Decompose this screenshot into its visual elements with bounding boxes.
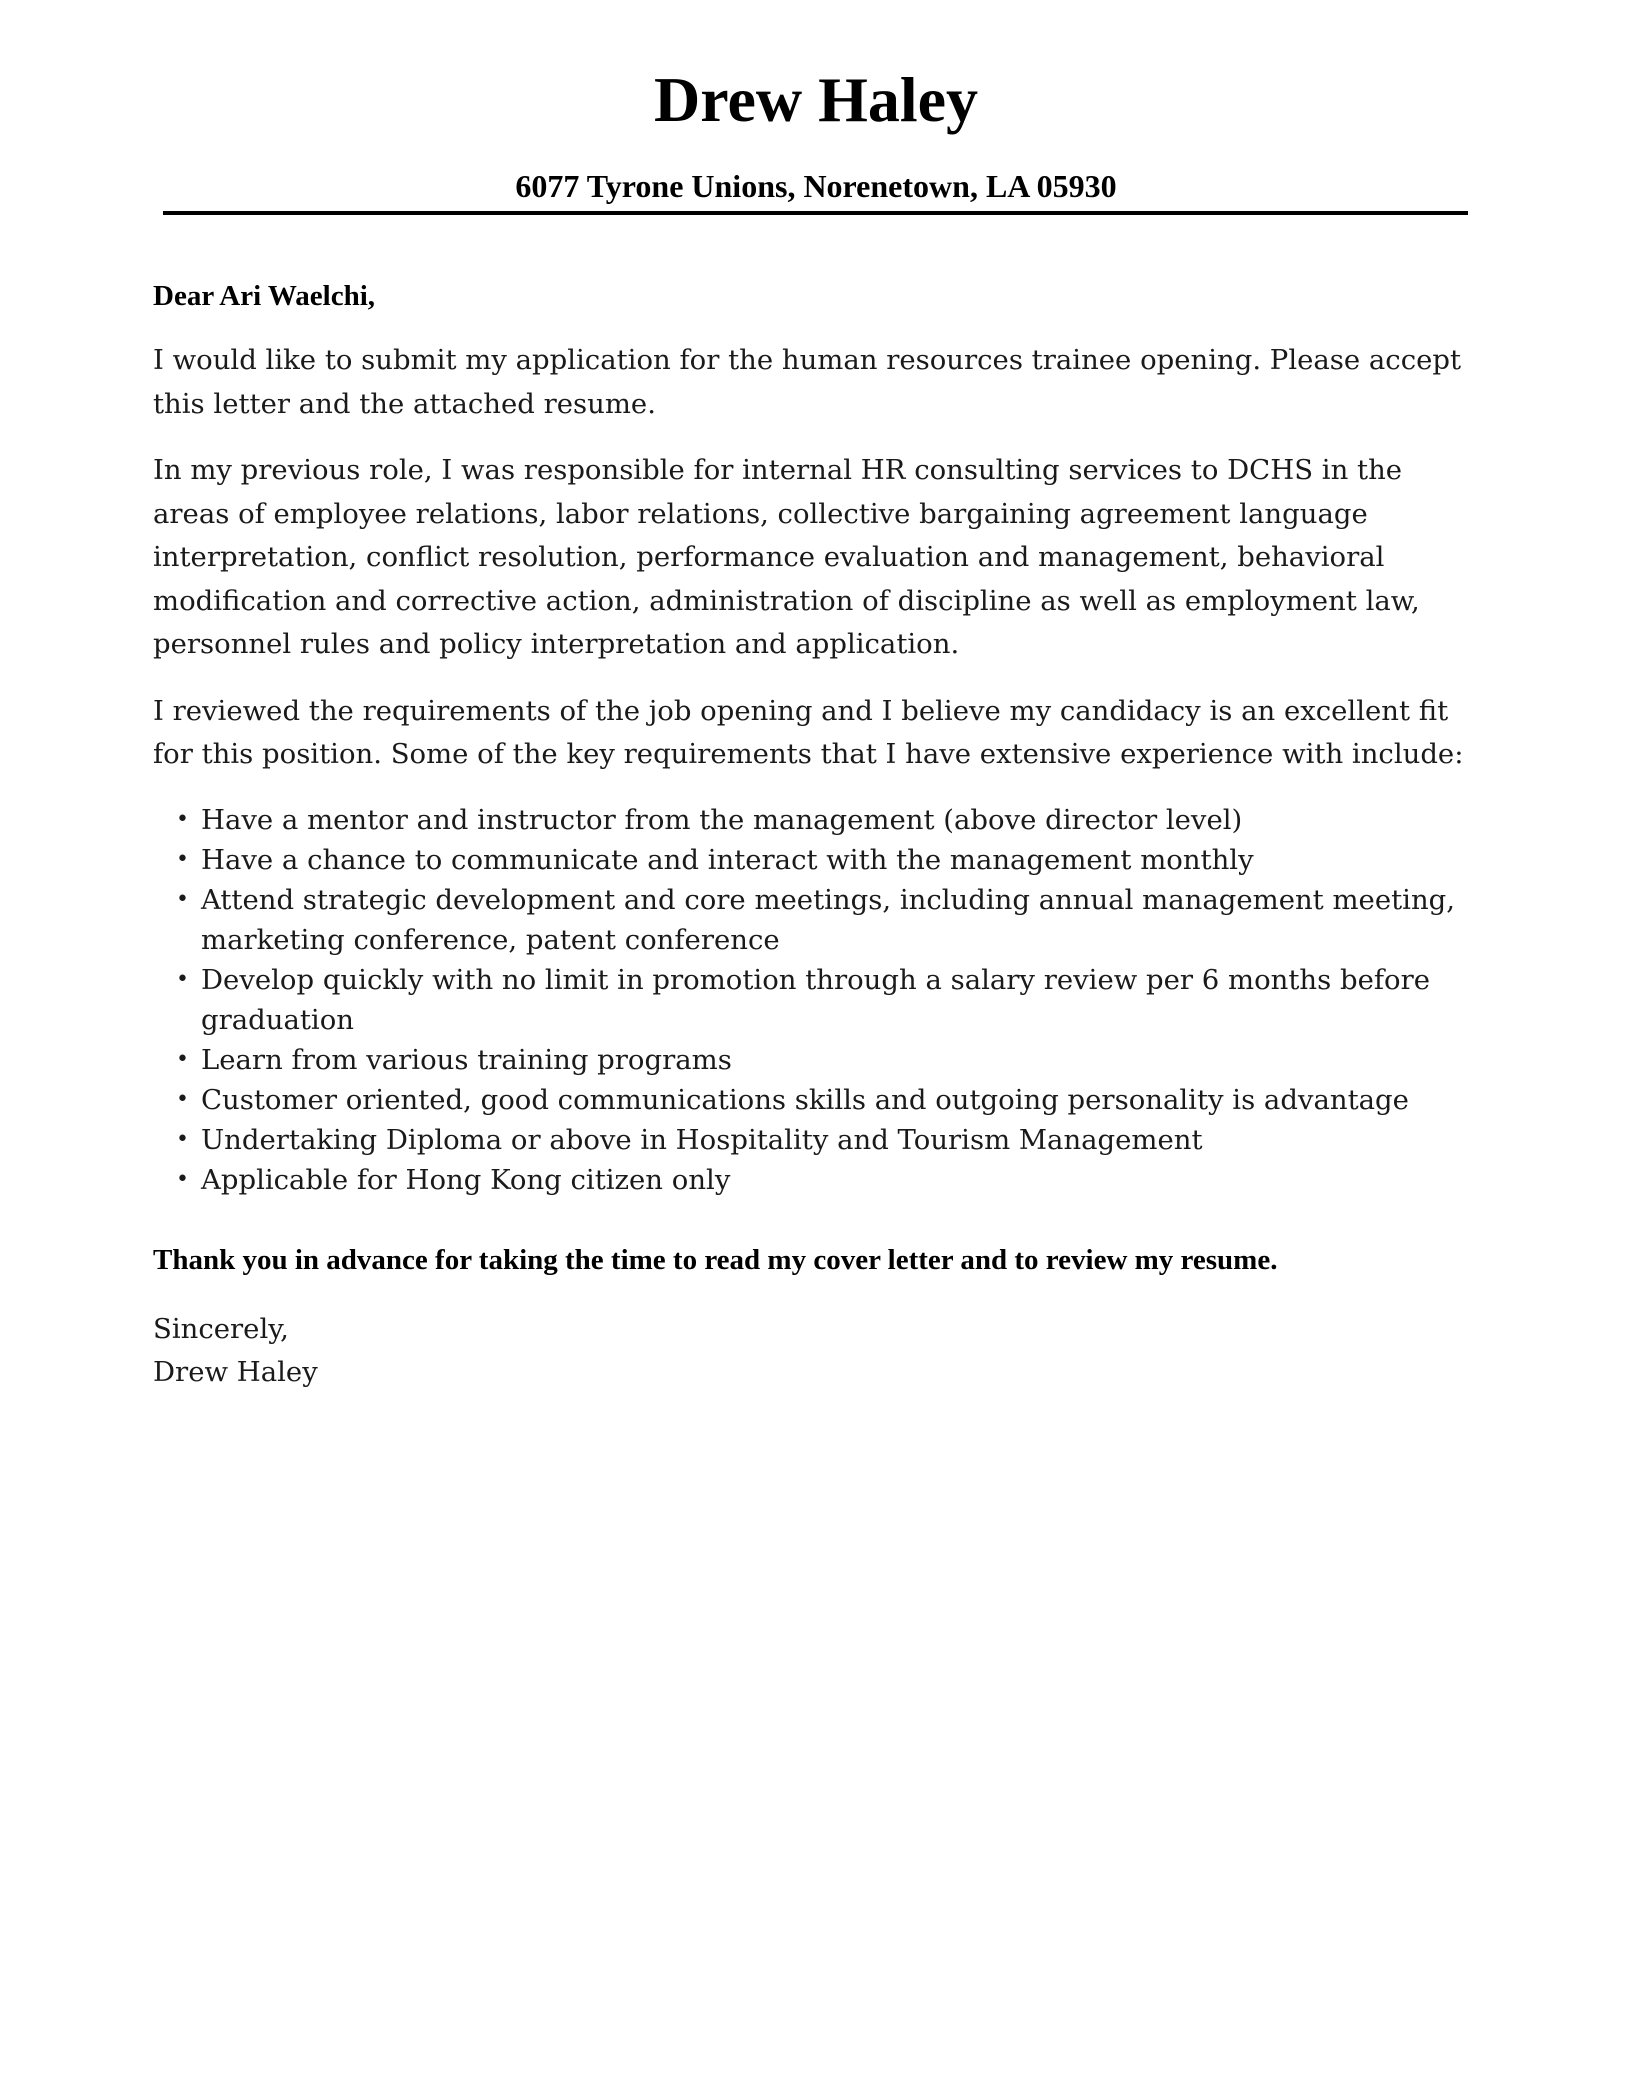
list-item (153, 1160, 1483, 1200)
bullet-icon: • (176, 806, 189, 832)
bullet-icon: • (176, 1126, 189, 1152)
list-item (153, 1080, 1483, 1120)
requirements-list (153, 800, 1483, 1200)
bullet-icon: • (176, 1166, 189, 1192)
list-item-text: Develop quickly with no limit in promotion through a salary review per 6 months before graduation (201, 963, 1431, 1036)
requirements-intro-paragraph: I reviewed the requirements of the job opening and I believe my candidacy is an excellent fit for this position. Some of the key requirements that I have extensive experience with include: (153, 694, 1464, 770)
applicant-address: 6077 Tyrone Unions, Norenetown, LA 05930 (515, 168, 1117, 204)
salutation: Dear Ari Waelchi, (153, 280, 376, 312)
list-item (153, 800, 1483, 840)
list-item (153, 1040, 1483, 1080)
signature: Drew Haley (153, 1355, 318, 1388)
closing-statement: Thank you in advance for taking the time to read my cover letter and to review my resume. (153, 1243, 1278, 1276)
experience-paragraph: In my previous role, I was responsible for internal HR consulting services to DCHS in the areas of employee relations, labor relations, collective bargaining agreement language interpretation, conflict resolution, performance evaluation and management, behavioral modification and corrective action, administration of discipline as well as employment law, personnel rules and policy interpretation and application. (153, 454, 1420, 660)
list-item-text: Have a mentor and instructor from the management (above director level) (201, 803, 1243, 836)
list-item (153, 960, 1483, 1040)
bullet-icon: • (176, 886, 189, 912)
letter-body (153, 270, 1483, 1394)
header-divider (163, 211, 1468, 215)
bullet-icon: • (176, 1046, 189, 1072)
intro-paragraph: I would like to submit my application for the human resources trainee opening. Please accept this letter and the attached resume. (153, 344, 1462, 420)
list-item (153, 880, 1483, 960)
list-item-text: Attend strategic development and core meetings, including annual management meeting, marketing conference, patent conference (201, 883, 1456, 956)
bullet-icon: • (176, 966, 189, 992)
list-item-text: Have a chance to communicate and interact with the management monthly (201, 843, 1254, 876)
list-item-text: Applicable for Hong Kong citizen only (201, 1163, 731, 1196)
list-item (153, 1120, 1483, 1160)
list-item-text: Customer oriented, good communications skills and outgoing personality is advantage (201, 1083, 1409, 1116)
applicant-name: Drew Haley (653, 64, 979, 135)
list-item (153, 840, 1483, 880)
bullet-icon: • (176, 1086, 189, 1112)
bullet-icon: • (176, 846, 189, 872)
list-item-text: Undertaking Diploma or above in Hospitality and Tourism Management (201, 1123, 1203, 1156)
signoff: Sincerely, (153, 1312, 289, 1345)
list-item-text: Learn from various training programs (201, 1043, 732, 1076)
